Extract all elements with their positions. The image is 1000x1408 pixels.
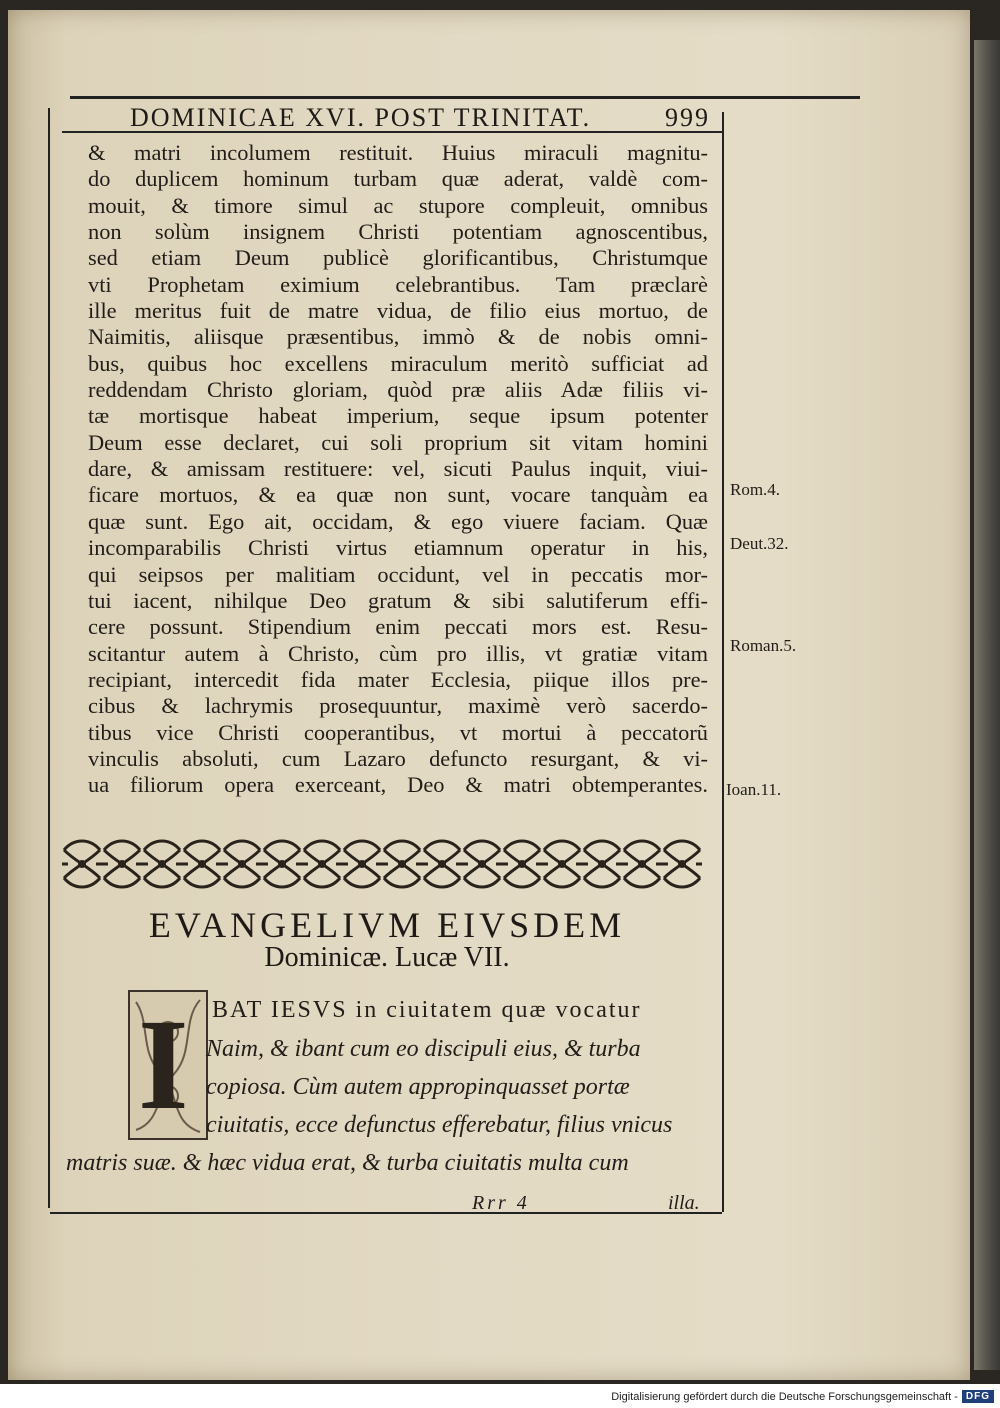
body-line: ua filiorum opera exerceant, Deo & matri obtemperantes.	[88, 772, 708, 798]
body-line: qui seipsos per malitiam occidunt, vel in peccatis mor-	[88, 561, 708, 587]
gospel-title: EVANGELIVM EIVSDEM	[148, 905, 626, 945]
gospel-line-2: Naim, & ibant cum eo discipuli eius, & turba	[206, 1036, 641, 1062]
body-line: cibus & lachrymis prosequuntur, maximè verò sacerdo-	[88, 693, 708, 719]
body-text	[88, 140, 708, 799]
margin-note-ioan: Ioan.11.	[726, 780, 782, 799]
body-line: non solùm insignem Christi potentiam agnoscentibus,	[88, 219, 708, 245]
gospel-line-5: matris suæ. & hæc vidua erat, & turba ciuitatis multa cum	[66, 1150, 629, 1176]
body-line: do duplicem hominum turbam quæ aderat, valdè com-	[88, 166, 708, 192]
body-line: vinculis absoluti, cum Lazaro defuncto resurgant, & vi-	[88, 745, 708, 771]
body-line: ficare mortuos, & ea quæ non sunt, vocare tanquàm ea	[88, 482, 708, 508]
body-line: incomparabilis Christi virtus etiamnum operatur in his,	[88, 535, 708, 561]
top-rule	[70, 96, 860, 99]
initial-letter: I	[138, 993, 189, 1137]
page-number: 999	[665, 103, 710, 132]
decorated-initial	[128, 990, 208, 1140]
body-line: scitantur autem à Christo, cùm pro illis, vt gratiæ vitam	[88, 640, 708, 666]
body-line: bus, quibus hoc excellens miraculum meritò sufficiat ad	[88, 350, 708, 376]
margin-note-rom: Rom.4.	[730, 480, 781, 499]
gospel-line-4: ciuitatis, ecce defunctus efferebatur, filius vnicus	[206, 1112, 673, 1138]
left-frame-rule	[48, 108, 50, 1208]
margin-note-roman: Roman.5.	[730, 636, 797, 655]
body-line: recipiant, intercedit fida mater Ecclesia, piique illos pre-	[88, 666, 708, 692]
running-title: DOMINICAE XVI. POST TRINITAT.	[130, 103, 592, 132]
bottom-frame-rule	[50, 1212, 722, 1214]
body-line: Naimitis, aliisque præsentibus, immò & de nobis omni-	[88, 324, 708, 350]
body-line: tui iacent, nihilque Deo gratum & sibi salutiferum effi-	[88, 587, 708, 613]
decorative-ornament-band	[62, 836, 702, 892]
catchword: illa.	[668, 1192, 700, 1214]
digitization-credit	[611, 1390, 994, 1403]
page-edge-shadow	[974, 40, 1000, 1370]
gospel-line-3: copiosa. Cùm autem appropinquasset portæ	[206, 1074, 630, 1100]
gospel-subtitle: Dominicæ. Lucæ VII.	[264, 942, 510, 973]
body-line: vti Prophetam eximium celebrantibus. Tam præclarè	[88, 271, 708, 297]
body-line: ille meritus fuit de matre vidua, de filio eius mortuo, de	[88, 298, 708, 324]
signature-mark: Rrr 4	[472, 1192, 530, 1214]
gospel-line-1: BAT IESVS in ciuitatem quæ vocatur	[212, 997, 642, 1023]
running-header	[130, 103, 710, 133]
body-line: sed etiam Deum publicè glorificantibus, Christumque	[88, 245, 708, 271]
right-column-rule	[722, 112, 724, 1212]
credit-text: Digitalisierung gefördert durch die Deutsche Forschungsgemeinschaft -	[611, 1390, 958, 1403]
body-line: quæ sunt. Ego ait, occidam, & ego viuere faciam. Quæ	[88, 508, 708, 534]
body-line: dare, & amissam restituere: vel, sicuti Paulus inquit, viui-	[88, 456, 708, 482]
body-line: reddendam Christo gloriam, quòd præ aliis Adæ filiis vi-	[88, 377, 708, 403]
body-line: Deum esse declaret, cui soli proprium sit vitam homini	[88, 429, 708, 455]
margin-note-deut: Deut.32.	[730, 534, 789, 553]
body-line: tæ mortisque habeat imperium, seque ipsum potenter	[88, 403, 708, 429]
body-line: mouit, & timore simul ac stupore compleuit, omnibus	[88, 192, 708, 218]
body-line: cere possunt. Stipendium enim peccati mors est. Resu-	[88, 614, 708, 640]
body-line: & matri incolumem restituit. Huius miraculi magnitu-	[88, 140, 708, 165]
dfg-logo: DFG	[962, 1390, 994, 1403]
body-line: tibus vice Christi cooperantibus, vt mortui à peccatorũ	[88, 719, 708, 745]
